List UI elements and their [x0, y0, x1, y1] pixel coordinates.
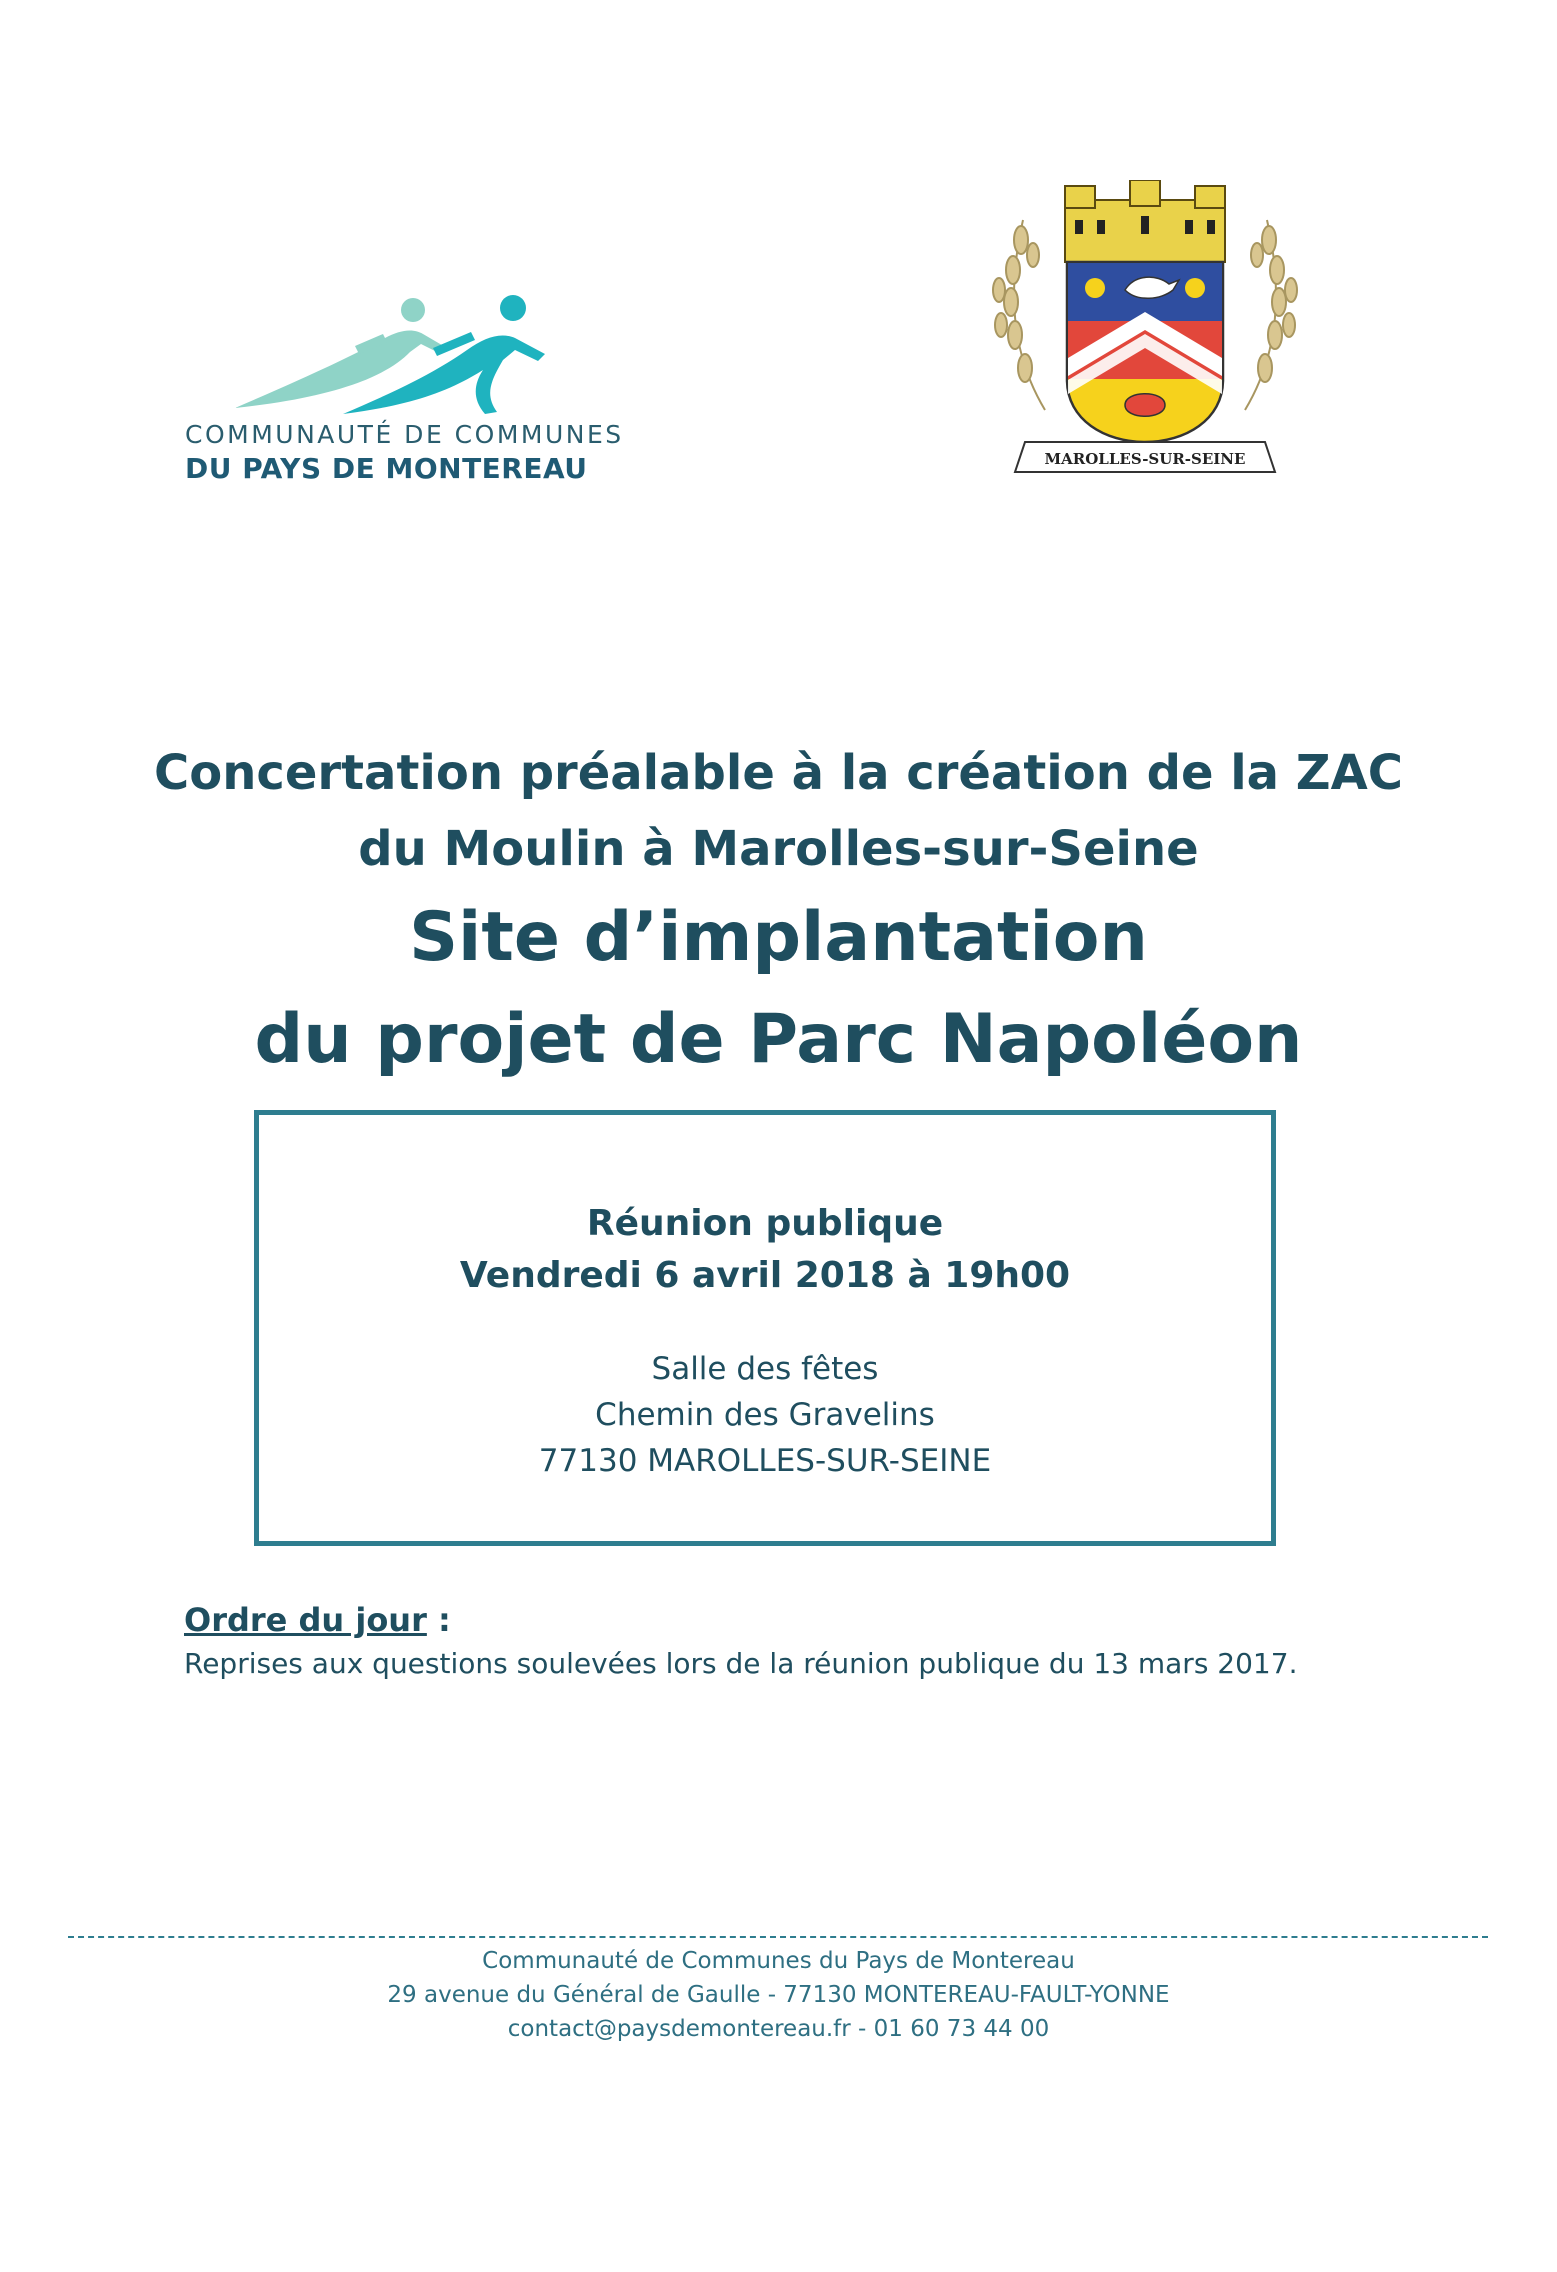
footer-org: Communauté de Communes du Pays de Montereau — [482, 1948, 1075, 1974]
footer-address: 29 avenue du Général de Gaulle - 77130 MONTEREAU-FAULT-YONNE — [387, 1982, 1170, 2008]
footer — [0, 1944, 1557, 2046]
title-line-2: du Moulin à Marolles-sur-Seine — [358, 821, 1199, 877]
org-name-line1: COMMUNAUTÉ DE COMMUNES — [185, 420, 624, 449]
agenda-heading — [184, 1598, 1297, 1642]
agenda-colon: : — [426, 1601, 451, 1639]
document-titles — [0, 735, 1557, 1091]
title-line-4: du projet de Parc Napoléon — [254, 1000, 1303, 1079]
runners-icon — [235, 290, 615, 415]
coat-banner-text: MAROLLES-SUR-SEINE — [1044, 450, 1246, 468]
footer-divider — [68, 1936, 1488, 1938]
meeting-title: Réunion publique — [586, 1203, 944, 1244]
agenda-section — [184, 1598, 1297, 1686]
coat-of-arms-icon — [975, 180, 1315, 485]
coat-of-arms — [975, 180, 1315, 485]
meeting-info-box — [254, 1110, 1276, 1546]
meeting-street: Chemin des Gravelins — [595, 1397, 935, 1433]
ccpm-logo — [185, 290, 624, 490]
title-line-3: Site d’implantation — [409, 898, 1148, 977]
meeting-venue: Salle des fêtes — [651, 1351, 879, 1387]
footer-contact: contact@paysdemontereau.fr - 01 60 73 44 00 — [507, 2016, 1050, 2042]
agenda-label: Ordre du jour — [184, 1601, 427, 1639]
meeting-city: 77130 MAROLLES-SUR-SEINE — [538, 1443, 992, 1479]
title-line-1: Concertation préalable à la création de la ZAC — [154, 745, 1403, 801]
meeting-datetime: Vendredi 6 avril 2018 à 19h00 — [459, 1255, 1071, 1296]
agenda-text: Reprises aux questions soulevées lors de la réunion publique du 13 mars 2017. — [184, 1647, 1298, 1680]
org-name-line2: DU PAYS DE MONTEREAU — [185, 452, 588, 485]
